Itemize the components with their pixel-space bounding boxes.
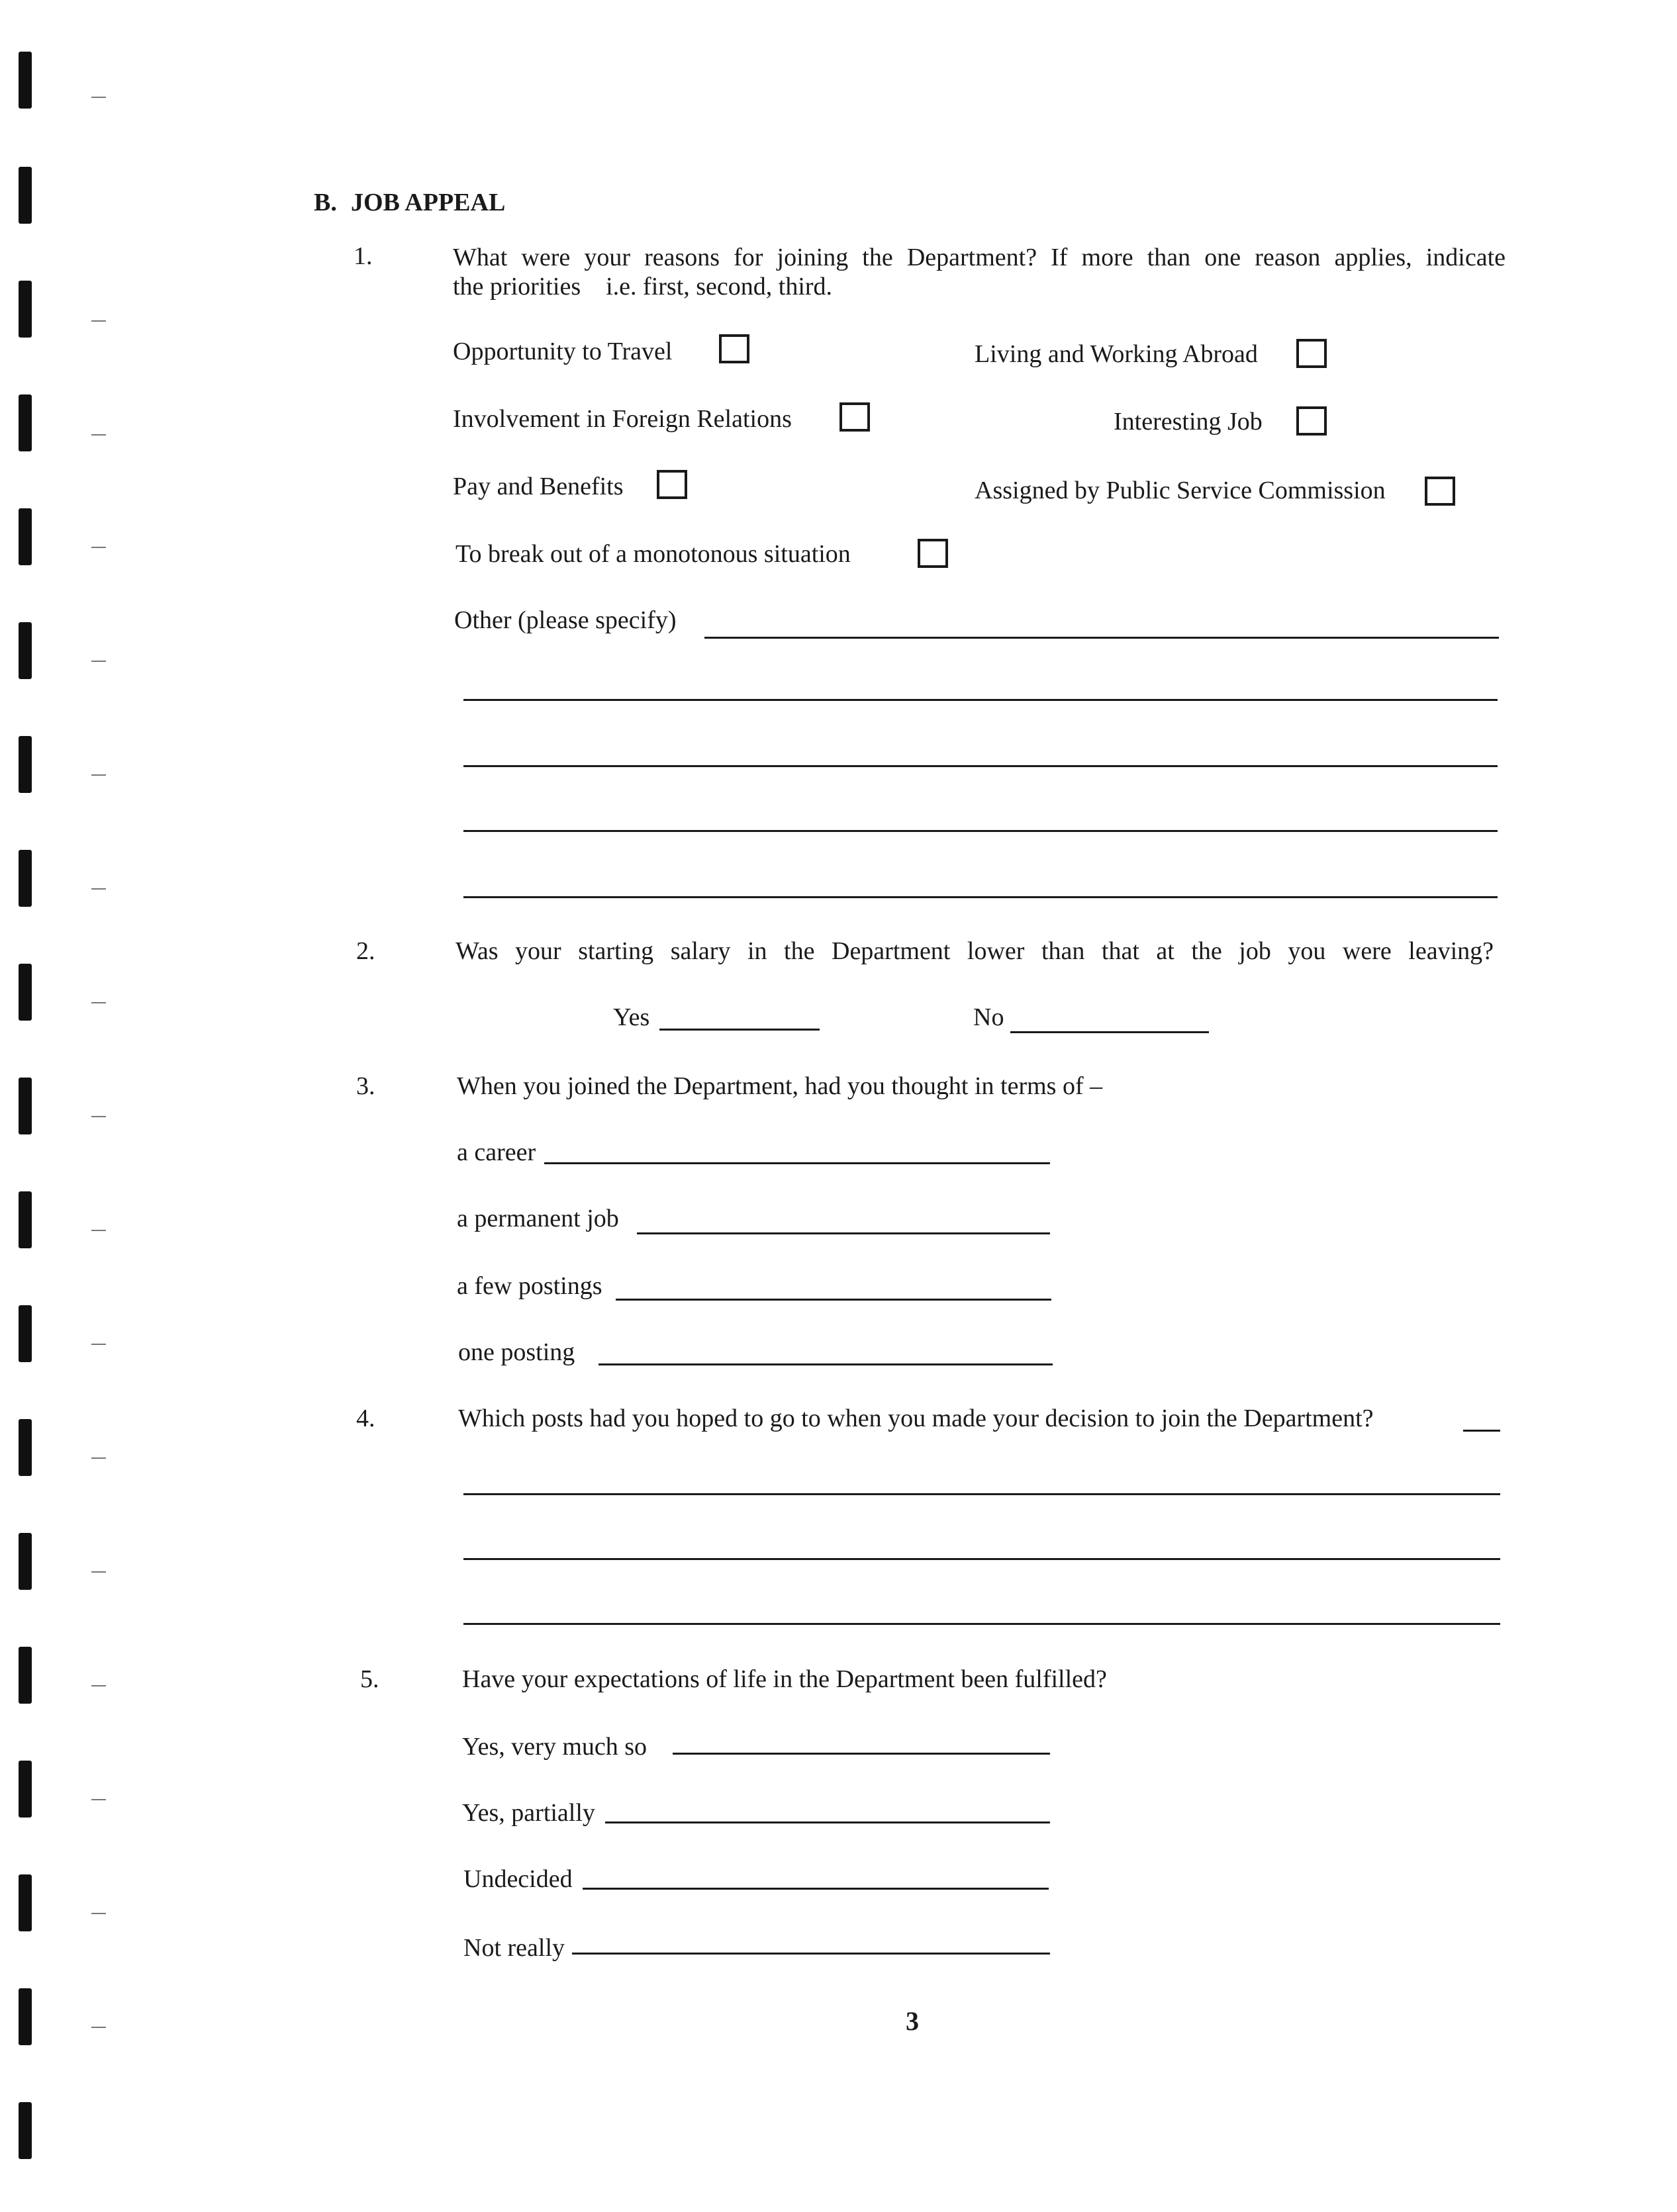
option-label-foreign-relations: Involvement in Foreign Relations	[453, 405, 792, 433]
question-number: 5.	[360, 1665, 379, 1693]
checkbox-interesting-job[interactable]	[1296, 406, 1327, 436]
page-number: 3	[906, 2006, 919, 2036]
checkbox-abroad[interactable]	[1296, 339, 1327, 368]
binder-tick	[91, 1116, 106, 1117]
question-text: Was your starting salary in the Department lower than that at the job you were leaving?	[455, 937, 1494, 965]
question-number: 1.	[354, 242, 373, 270]
binder-hole	[19, 1647, 32, 1704]
answer-line-very-much[interactable]	[673, 1753, 1050, 1755]
binder-hole	[19, 2102, 32, 2159]
binder-tick	[91, 547, 106, 548]
checkbox-foreign-relations[interactable]	[839, 402, 870, 432]
section-letter: B.	[314, 189, 337, 216]
answer-line[interactable]	[1463, 1430, 1500, 1432]
binder-tick	[91, 1913, 106, 1914]
binder-tick	[91, 1230, 106, 1231]
option-label-few-postings: a few postings	[457, 1272, 602, 1300]
answer-line-few-postings[interactable]	[616, 1299, 1051, 1301]
binder-tick	[91, 888, 106, 890]
question-text: What were your reasons for joining the Department? If more than one reason applies, indicate	[453, 244, 1506, 271]
binder-hole	[19, 508, 32, 565]
option-label-pay: Pay and Benefits	[453, 473, 624, 500]
binder-hole	[19, 1533, 32, 1590]
binder-hole	[19, 1988, 32, 2045]
checkbox-psc[interactable]	[1425, 477, 1455, 506]
answer-line-career[interactable]	[544, 1162, 1050, 1164]
binder-hole	[19, 964, 32, 1021]
option-label-travel: Opportunity to Travel	[453, 338, 673, 365]
question-text: Which posts had you hoped to go to when you made your decision to join the Department?	[458, 1405, 1374, 1432]
option-label-one-posting: one posting	[458, 1338, 575, 1366]
binder-hole	[19, 167, 32, 224]
other-answer-line[interactable]	[463, 699, 1498, 701]
answer-line-undecided[interactable]	[583, 1888, 1049, 1890]
question-text-continued: the priorities i.e. first, second, third.	[453, 273, 833, 300]
binder-hole	[19, 394, 32, 451]
other-answer-line[interactable]	[463, 830, 1498, 832]
binder-hole	[19, 1078, 32, 1134]
binder-tick	[91, 434, 106, 436]
no-label: No	[973, 1003, 1004, 1031]
other-label: Other (please specify)	[454, 606, 677, 634]
option-label-monotonous: To break out of a monotonous situation	[455, 540, 851, 568]
no-answer-line[interactable]	[1010, 1031, 1209, 1033]
answer-line-not-really[interactable]	[572, 1953, 1050, 1955]
option-label-abroad: Living and Working Abroad	[975, 340, 1258, 368]
binder-hole	[19, 1419, 32, 1476]
binder-tick	[91, 2027, 106, 2028]
binder-hole	[19, 1305, 32, 1362]
binder-hole	[19, 1761, 32, 1818]
other-answer-line[interactable]	[463, 896, 1498, 898]
binder-tick	[91, 774, 106, 776]
question-text: When you joined the Department, had you thought in terms of –	[457, 1072, 1103, 1100]
checkbox-monotonous[interactable]	[918, 539, 948, 568]
binder-hole	[19, 281, 32, 338]
binder-tick	[91, 1799, 106, 1800]
question-text: Have your expectations of life in the Department been fulfilled?	[462, 1665, 1107, 1693]
yes-answer-line[interactable]	[659, 1029, 820, 1031]
binder-hole	[19, 1874, 32, 1931]
option-label-permanent-job: a permanent job	[457, 1205, 619, 1232]
option-label-psc: Assigned by Public Service Commission	[975, 477, 1386, 504]
answer-line[interactable]	[463, 1623, 1500, 1625]
checkbox-pay[interactable]	[657, 470, 687, 499]
option-label-interesting-job: Interesting Job	[1114, 408, 1263, 436]
binder-hole	[19, 52, 32, 109]
binder-hole	[19, 736, 32, 793]
binder-tick	[91, 1571, 106, 1573]
other-answer-line[interactable]	[704, 637, 1499, 639]
answer-line[interactable]	[463, 1558, 1500, 1560]
answer-line-permanent-job[interactable]	[637, 1232, 1050, 1234]
checkbox-travel[interactable]	[719, 334, 749, 363]
binder-tick	[91, 1457, 106, 1459]
binder-hole	[19, 1191, 32, 1248]
binder-tick	[91, 1344, 106, 1345]
section-title: JOB APPEAL	[351, 189, 506, 216]
binder-tick	[91, 1002, 106, 1003]
option-label-undecided: Undecided	[463, 1865, 573, 1893]
question-number: 2.	[356, 937, 375, 965]
answer-line-one-posting[interactable]	[599, 1363, 1053, 1365]
binder-hole	[19, 850, 32, 907]
option-label-career: a career	[457, 1138, 536, 1166]
binder-tick	[91, 661, 106, 662]
option-label-very-much: Yes, very much so	[462, 1733, 647, 1761]
binder-tick	[91, 320, 106, 322]
binder-tick	[91, 1685, 106, 1686]
answer-line[interactable]	[463, 1493, 1500, 1495]
option-label-partially: Yes, partially	[462, 1799, 595, 1827]
question-number: 4.	[356, 1405, 375, 1432]
option-label-not-really: Not really	[463, 1934, 565, 1962]
other-answer-line[interactable]	[463, 765, 1498, 767]
answer-line-partially[interactable]	[605, 1821, 1050, 1823]
binder-tick	[91, 97, 106, 98]
question-number: 3.	[356, 1072, 375, 1100]
yes-label: Yes	[613, 1003, 650, 1031]
binder-hole	[19, 622, 32, 679]
